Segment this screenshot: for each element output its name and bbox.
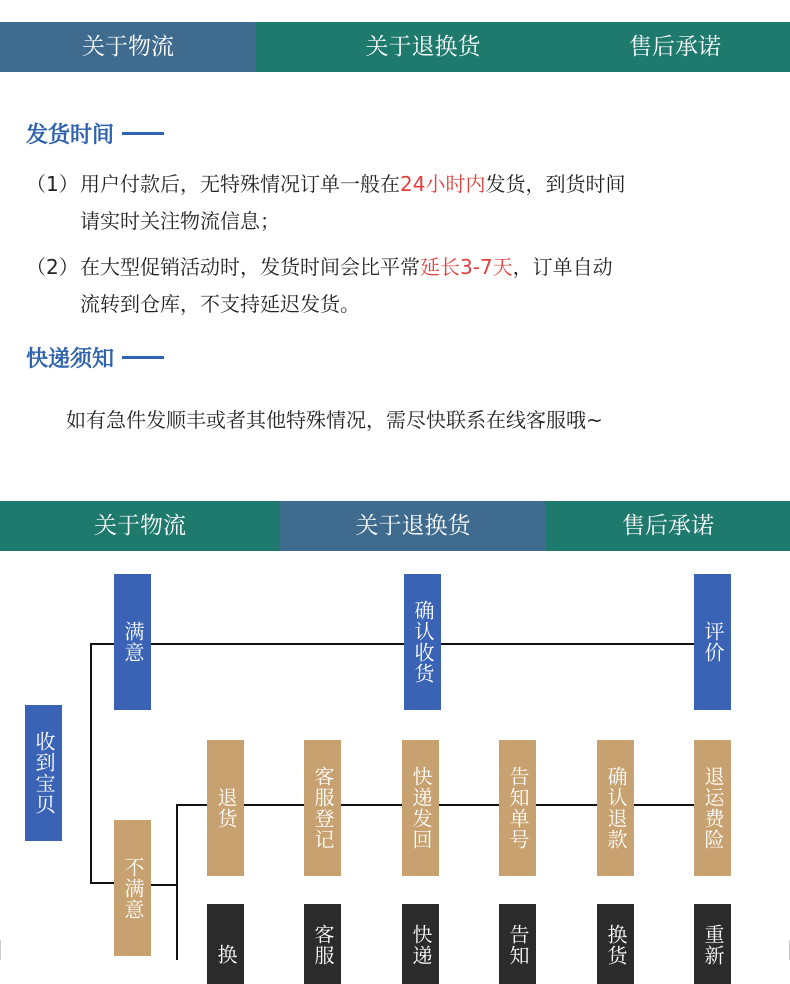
paragraph-item-2 xyxy=(26,249,766,323)
flow-step-label: 满意 xyxy=(121,621,145,663)
item-highlight: 24小时内 xyxy=(400,172,486,196)
item-text-line2: 请实时关注物流信息； xyxy=(80,209,280,233)
flow-step-service xyxy=(304,904,341,984)
tab-after-sales[interactable]: 售后承诺 xyxy=(622,513,714,539)
flow-step-label: 退货 xyxy=(214,787,238,829)
item-highlight: 延长3-7天 xyxy=(420,255,513,279)
flow-step-exchange xyxy=(207,904,244,984)
flow-step-satisfied xyxy=(114,574,151,710)
flow-step-notify xyxy=(499,904,536,984)
flow-step-label: 告知单号 xyxy=(506,766,530,850)
flow-step-ship-back xyxy=(402,740,439,876)
tab-bar-top xyxy=(0,22,790,72)
flow-step-label: 客服 xyxy=(311,924,335,966)
flow-step-label: 收到宝贝 xyxy=(32,731,56,815)
item-text-pre: 在大型促销活动时，发货时间会比平常 xyxy=(80,255,420,279)
item-text-line2: 流转到仓库，不支持延迟发货。 xyxy=(80,292,360,316)
returns-flowchart xyxy=(0,550,790,966)
section-heading-shipping-time xyxy=(26,118,164,149)
heading-text: 快递须知 xyxy=(26,347,115,372)
flow-step-swap xyxy=(597,904,634,984)
connector-unsatisfied-out xyxy=(150,884,178,886)
flow-step-label: 确认退款 xyxy=(604,766,628,850)
item-text-post: 发货，到货时间 xyxy=(485,172,626,196)
flow-step-label: 客服登记 xyxy=(311,766,335,850)
tab-bar-bottom xyxy=(0,501,790,551)
express-notice-text: 如有急件发顺丰或者其他特殊情况，需尽快联系在线客服哦~ xyxy=(66,408,603,432)
item-number: （1） xyxy=(26,172,79,196)
flow-step-shipping-insurance xyxy=(694,740,731,876)
flow-step-label: 不满意 xyxy=(121,856,145,920)
tab-after-sales[interactable]: 售后承诺 xyxy=(629,34,721,60)
connector-vertical-branch xyxy=(176,804,178,960)
flow-step-label: 告知 xyxy=(506,924,530,966)
flow-step-review xyxy=(694,574,731,710)
flow-step-unsatisfied xyxy=(114,820,151,956)
flow-step-label: 换货 xyxy=(604,924,628,966)
flow-step-label: 评价 xyxy=(701,621,725,663)
heading-text: 发货时间 xyxy=(26,123,115,148)
flow-step-confirm-refund xyxy=(597,740,634,876)
heading-underline xyxy=(122,132,164,135)
tab-logistics[interactable]: 关于物流 xyxy=(94,513,186,539)
connector-vertical-main xyxy=(90,643,92,884)
flow-step-label: 退运费险 xyxy=(701,766,725,850)
paragraph-item-1 xyxy=(26,166,766,240)
flow-step-label: 重新 xyxy=(701,924,725,966)
flow-step-received xyxy=(25,705,62,841)
flow-step-label: 快递发回 xyxy=(409,766,433,850)
tab-logistics[interactable]: 关于物流 xyxy=(0,22,256,72)
flow-step-return xyxy=(207,740,244,876)
flow-step-label: 快递 xyxy=(409,924,433,966)
flow-step-express xyxy=(402,904,439,984)
flow-step-resend xyxy=(694,904,731,984)
flow-step-label: 换 xyxy=(214,944,238,965)
item-text-post: ，订单自动 xyxy=(512,255,613,279)
connector-to-unsatisfied xyxy=(90,882,114,884)
tab-returns[interactable]: 关于退换货 xyxy=(365,34,481,60)
heading-underline xyxy=(122,356,164,359)
flow-step-service-register xyxy=(304,740,341,876)
tab-returns[interactable]: 关于退换货 xyxy=(280,501,546,551)
flow-step-confirm-receipt xyxy=(404,574,441,710)
flow-step-label: 确认收货 xyxy=(411,600,435,684)
edge-mark-left xyxy=(0,940,1,960)
connector-to-satisfied xyxy=(90,643,114,645)
item-number: （2） xyxy=(26,255,79,279)
flow-step-tracking-number xyxy=(499,740,536,876)
item-text-pre: 用户付款后，无特殊情况订单一般在 xyxy=(80,172,400,196)
section-heading-express-notice xyxy=(26,342,164,373)
